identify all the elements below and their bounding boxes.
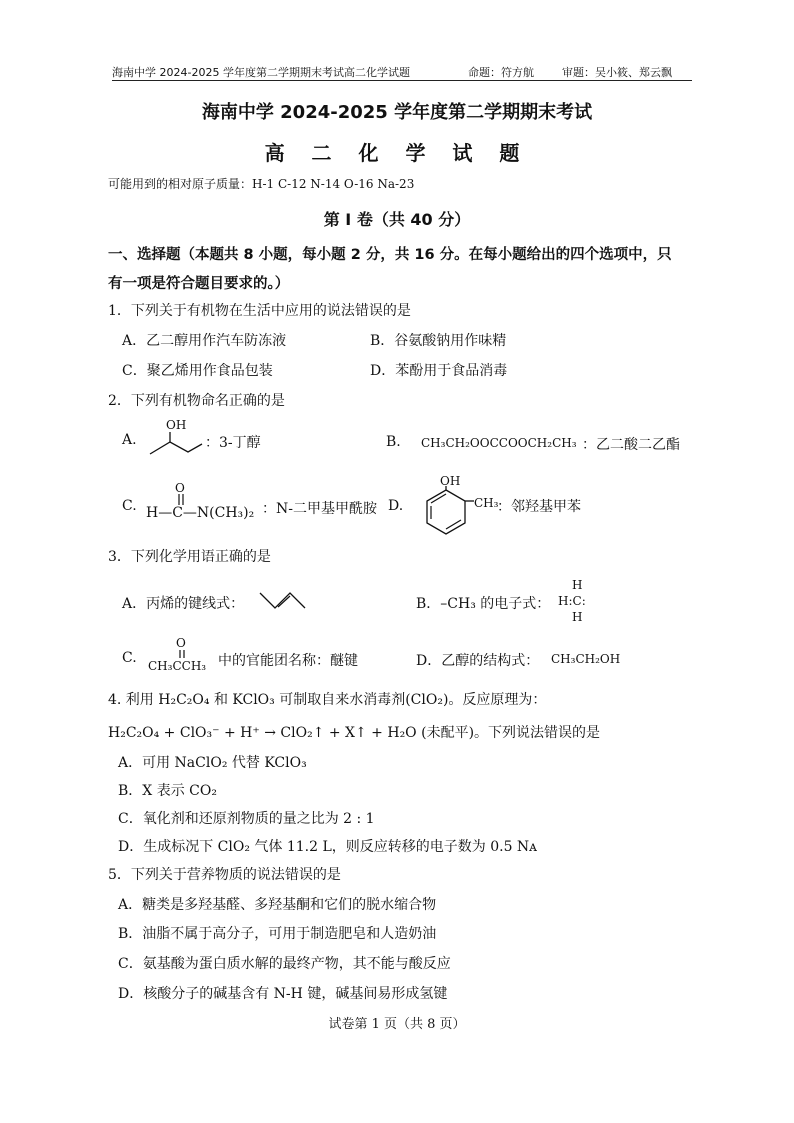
q2-c-structure: H—C—N(CH₃)₂ [146, 505, 255, 521]
page-title: 海南中学 2024-2025 学年度第二学期期末考试 [201, 102, 593, 123]
q3-a-propene-line-structure [258, 588, 308, 612]
q3-option-b: B．–CH₃ 的电子式： [416, 596, 551, 612]
q4-equation: H₂C₂O₄ + ClO₃⁻ + H⁺ → ClO₂↑ + X↑ + H₂O (未配平)。下列说法错误的是 [108, 725, 601, 741]
q5-stem: 5．下列关于营养物质的说法错误的是 [108, 867, 341, 883]
page-footer: 试卷第 1 页（共 8 页） [328, 1017, 466, 1032]
q1-stem: 1．下列关于有机物在生活中应用的说法错误的是 [108, 303, 411, 319]
q3-option-a: A．丙烯的键线式： [122, 596, 245, 612]
q5-option-a: A．糖类是多羟基醛、多羟基酮和它们的脱水缩合物 [118, 897, 437, 913]
q2-option-c-label: C. [122, 498, 137, 514]
q3-stem: 3．下列化学用语正确的是 [108, 549, 271, 565]
q3-option-d: D．乙醇的结构式： [416, 653, 540, 669]
q2-option-b-label: B. [386, 434, 401, 450]
q1-option-a: A．乙二醇用作汽车防冻液 [122, 333, 287, 349]
header-reviewers: 审题：吴小筱、郑云飘 [562, 66, 672, 79]
q2-d-methyl: CH₃ [474, 496, 499, 510]
q2-option-b-name: ：乙二酸二乙酯 [582, 437, 680, 453]
q2-d-benzene-ring [422, 488, 482, 536]
q3-option-c-label: C. [122, 650, 137, 666]
q4-option-b: B．X 表示 CO₂ [118, 783, 217, 799]
q2-b-formula: CH₃CH₂OOCCOOCH₂CH₃ [421, 436, 577, 450]
q2-option-d-label: D. [388, 498, 404, 514]
q1-option-c: C．聚乙烯用作食品包装 [122, 363, 273, 379]
atomic-masses: 可能用到的相对原子质量：H-1 C-12 N-14 O-16 Na-23 [108, 177, 415, 191]
q2-c-oxygen: O [175, 481, 185, 495]
q3-b-electron-middle: H:C: [558, 594, 586, 608]
q3-c-acetone-formula: CH₃CCH₃ [148, 659, 207, 673]
q2-a-oh-label: OH [166, 418, 187, 432]
q2-d-oh-label: OH [440, 474, 461, 488]
header-exam-title: 海南中学 2024-2025 学年度第二学期期末考试高二化学试题 [112, 66, 410, 79]
q1-option-d: D．苯酚用于食品消毒 [370, 363, 508, 379]
q3-d-formula: CH₃CH₂OH [551, 652, 621, 666]
q5-option-d: D．核酸分子的碱基含有 N-H 键，碱基间易形成氢键 [118, 986, 448, 1002]
q5-option-b: B．油脂不属于高分子，可用于制造肥皂和人造奶油 [118, 926, 437, 942]
page-subtitle: 高 二 化 学 试 题 [264, 141, 530, 165]
q2-option-a-name: ：3-丁醇 [205, 435, 261, 451]
instructions-line2: 有一项是符合题目要求的。） [108, 276, 290, 292]
q2-option-a-label: A. [122, 432, 137, 448]
q1-option-b: B．谷氨酸钠用作味精 [370, 333, 507, 349]
q3-option-c-text: 中的官能团名称：醚键 [218, 653, 358, 669]
q2-option-c-name: ：N-二甲基甲酰胺 [262, 501, 377, 517]
q4-option-c: C．氧化剂和还原剂物质的量之比为 2 : 1 [118, 811, 375, 827]
q2-option-d-name: ：邻羟基甲苯 [497, 499, 581, 515]
q4-stem: 4. 利用 H₂C₂O₄ 和 KClO₃ 可制取自来水消毒剂(ClO₂)。反应原理为： [108, 692, 547, 708]
q4-option-a: A．可用 NaClO₂ 代替 KClO₃ [118, 755, 307, 771]
section-title: 第 I 卷（共 40 分） [323, 210, 471, 229]
q3-c-oxygen: O [176, 636, 186, 650]
q2-a-skeletal-structure [148, 430, 208, 458]
instructions-line1: 一、选择题（本题共 8 小题，每小题 2 分，共 16 分。在每小题给出的四个选项中，只 [108, 247, 672, 263]
q2-stem: 2．下列有机物命名正确的是 [108, 393, 285, 409]
header-author: 命题：符方航 [468, 66, 534, 79]
q3-b-electron-h-top: H [572, 578, 583, 592]
q5-option-c: C．氨基酸为蛋白质水解的最终产物，其不能与酸反应 [118, 956, 451, 972]
page-header [112, 64, 692, 81]
q4-option-d: D．生成标况下 ClO₂ 气体 11.2 L，则反应转移的电子数为 0.5 Nᴀ [118, 839, 538, 855]
q3-c-double-bond [178, 650, 188, 659]
q3-b-electron-h-bottom: H [572, 610, 583, 624]
